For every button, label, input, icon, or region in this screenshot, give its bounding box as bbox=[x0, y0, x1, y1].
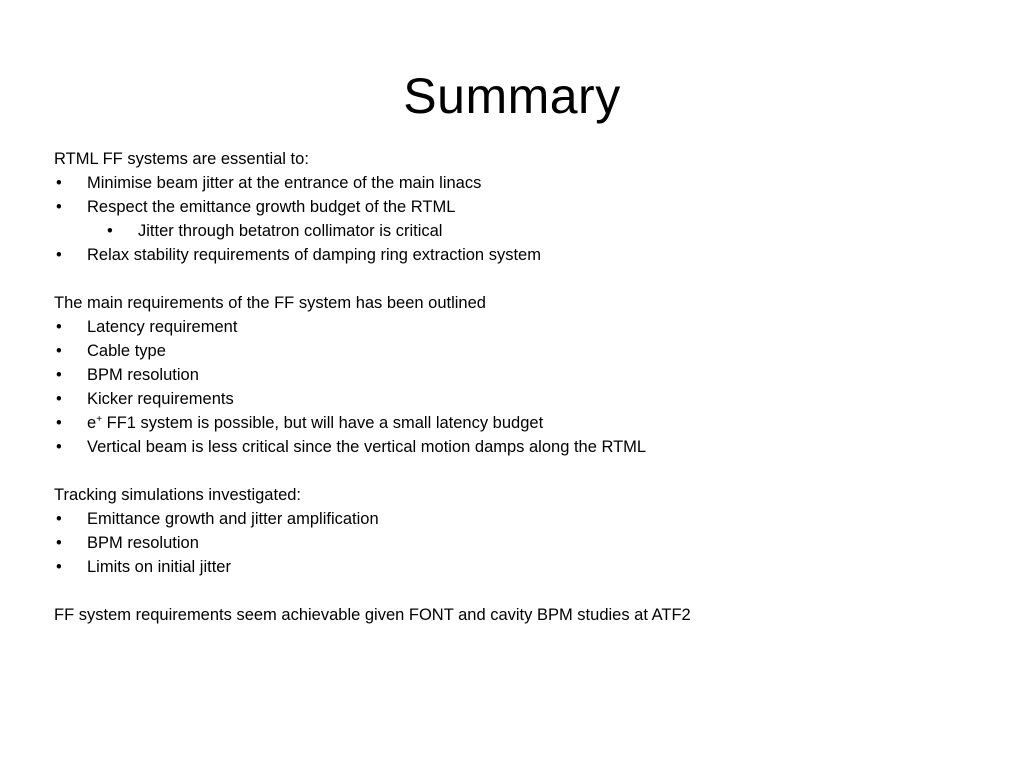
sub-bullet-item bbox=[54, 219, 974, 243]
section-heading: The main requirements of the FF system has been outlined bbox=[54, 294, 486, 312]
slide-title: Summary bbox=[403, 68, 621, 124]
bullet-text: Respect the emittance growth budget of the RTML bbox=[87, 198, 456, 216]
bullet-text: Limits on initial jitter bbox=[87, 558, 231, 576]
bullet-item bbox=[54, 507, 974, 531]
bullet-icon: • bbox=[56, 510, 62, 528]
bullet-item bbox=[54, 387, 974, 411]
section-heading: FF system requirements seem achievable given FONT and cavity BPM studies at ATF2 bbox=[54, 606, 691, 624]
bullet-item bbox=[54, 531, 974, 555]
bullet-item bbox=[54, 171, 974, 195]
bullet-text: BPM resolution bbox=[87, 534, 199, 552]
bullet-item bbox=[54, 435, 974, 459]
bullet-text: Minimise beam jitter at the entrance of the main linacs bbox=[87, 174, 482, 192]
positron-symbol: e+ bbox=[87, 414, 103, 432]
spacer bbox=[54, 579, 974, 603]
bullet-item bbox=[54, 339, 974, 363]
bullet-text: Jitter through betatron collimator is critical bbox=[138, 222, 443, 240]
bullet-text: Kicker requirements bbox=[87, 390, 234, 408]
spacer bbox=[54, 267, 974, 291]
section-heading: RTML FF systems are essential to: bbox=[54, 150, 309, 168]
bullet-item bbox=[54, 195, 974, 219]
bullet-icon: • bbox=[56, 390, 62, 408]
bullet-text: Cable type bbox=[87, 342, 166, 360]
bullet-icon: • bbox=[56, 438, 62, 456]
bullet-item bbox=[54, 243, 974, 267]
bullet-item bbox=[54, 363, 974, 387]
bullet-item bbox=[54, 555, 974, 579]
bullet-icon: • bbox=[56, 534, 62, 552]
bullet-item bbox=[54, 411, 974, 435]
bullet-icon: • bbox=[56, 414, 62, 432]
section-heading: Tracking simulations investigated: bbox=[54, 486, 302, 504]
bullet-text: Vertical beam is less critical since the vertical motion damps along the RTML bbox=[87, 438, 647, 456]
bullet-text: Relax stability requirements of damping ring extraction system bbox=[87, 246, 541, 264]
bullet-icon: • bbox=[56, 366, 62, 384]
bullet-icon: • bbox=[107, 222, 113, 240]
slide-body bbox=[54, 147, 974, 627]
bullet-text: BPM resolution bbox=[87, 366, 199, 384]
bullet-icon: • bbox=[56, 198, 62, 216]
bullet-icon: • bbox=[56, 342, 62, 360]
bullet-icon: • bbox=[56, 558, 62, 576]
bullet-icon: • bbox=[56, 174, 62, 192]
bullet-icon: • bbox=[56, 318, 62, 336]
bullet-text: Emittance growth and jitter amplification bbox=[87, 510, 379, 528]
bullet-icon: • bbox=[56, 246, 62, 264]
bullet-text: FF1 system is possible, but will have a small latency budget bbox=[106, 414, 544, 432]
bullet-text: Latency requirement bbox=[87, 318, 238, 336]
spacer bbox=[54, 459, 974, 483]
bullet-item bbox=[54, 315, 974, 339]
